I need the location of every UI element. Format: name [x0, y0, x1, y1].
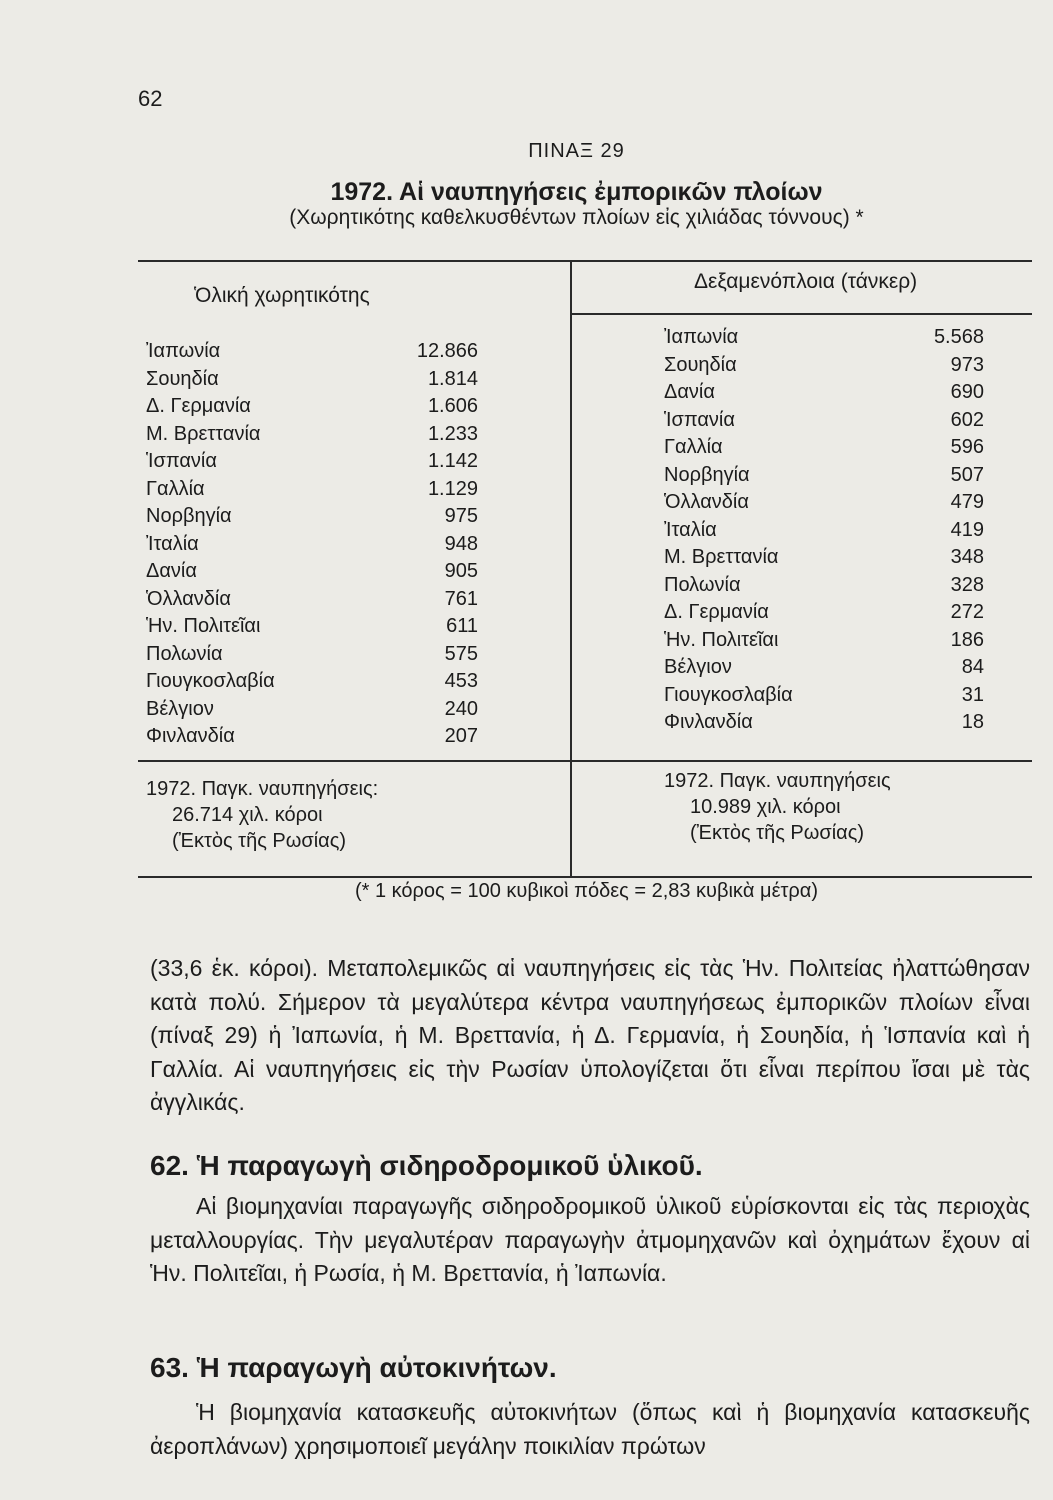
tonnage-value: 761	[444, 587, 478, 610]
tonnage-value: 575	[444, 642, 478, 665]
tonnage-value: 596	[950, 436, 984, 458]
section-62-text: Αἱ βιομηχανίαι παραγωγῆς σιδηροδρομικοῦ ὑλικοῦ εὑρίσκονται εἰς τὰς περιοχὰς μεταλλουργίας. Τὴν μεγαλυτέραν παραγωγὴν ἀτμομηχανῶν καὶ ὀχημάτων ἔχουν αἱ Ἡν. Πολιτεῖαι, ἡ Ρωσία, ἡ Μ. Βρεττανία, ἡ Ἰαπωνία.	[150, 1193, 1030, 1286]
table-row	[664, 654, 984, 682]
tonnage-value: 973	[950, 353, 984, 376]
tonnage-value: 348	[950, 546, 984, 568]
tonnage-value: 1.606	[427, 395, 478, 417]
country-name: Δ. Γερμανία	[146, 395, 251, 417]
header-bottom-rule-right	[570, 313, 1032, 315]
table-row	[146, 503, 478, 531]
country-name: Σουηδία	[664, 353, 737, 376]
table-row	[146, 476, 478, 504]
country-name: Δανία	[146, 560, 197, 582]
table-row	[146, 531, 478, 559]
country-name: Δ. Γερμανία	[664, 601, 769, 623]
country-name: Ἰταλία	[146, 532, 199, 555]
country-name: Γαλλία	[146, 477, 205, 500]
table-row	[146, 613, 478, 641]
tonnage-value: 602	[950, 408, 984, 431]
table-row	[664, 407, 984, 435]
table-subtitle: (Χωρητικότης καθελκυσθέντων πλοίων εἰς χιλιάδας τόννους) *	[289, 206, 864, 229]
tonnage-value: 611	[446, 615, 478, 637]
tonnage-value: 207	[444, 725, 478, 747]
country-name: Φινλανδία	[664, 711, 753, 733]
table-footnote: (* 1 κόρος = 100 κυβικοὶ πόδες = 2,83 κυβικὰ μέτρα)	[354, 880, 818, 902]
tonnage-value: 84	[961, 656, 984, 678]
table-row	[146, 393, 478, 421]
table-row	[664, 324, 984, 352]
table-row	[664, 627, 984, 655]
table-row	[664, 544, 984, 572]
table-row	[664, 709, 984, 737]
country-name: Μ. Βρεττανία	[664, 546, 779, 568]
table-row	[146, 586, 478, 614]
table-row	[664, 572, 984, 600]
paragraph-text: (33,6 ἑκ. κόροι). Μεταπολεμικῶς αἱ ναυπηγήσεις εἰς τὰς Ἡν. Πολιτείας ἠλαττώθησαν κατὰ πολύ. Σήμερον τὰ μεγαλύτερα κέντρα ναυπηγήσεως ἐμπορικῶν πλοίων εἶναι (πίναξ 29) ἡ Ἰαπωνία, ἡ Μ. Βρεττανία, ἡ Δ. Γερμανία, ἡ Σουηδία, ἡ Ἱσπανία καὶ ἡ Γαλλία. Αἱ ναυπηγήσεις εἰς τὴν Ρωσίαν ὑπολογίζεται ὅτι εἶναι περίπου ἴσαι μὲ τὰς ἀγγλικάς.	[150, 955, 1030, 1115]
list-bottom-rule	[138, 760, 1032, 762]
country-name: Γιουγκοσλαβία	[146, 670, 275, 692]
country-name: Γιουγκοσλαβία	[664, 683, 793, 706]
table-row	[664, 489, 984, 517]
country-name: Ἰαπωνία	[664, 326, 739, 348]
country-name: Νορβηγία	[664, 463, 750, 486]
table-row	[146, 421, 478, 449]
country-name: Πολωνία	[146, 642, 223, 665]
section-63-text: Ἡ βιομηχανία κατασκευῆς αὐτοκινήτων (ὅπως καὶ ἡ βιομηχανία κατασκευῆς ἀεροπλάνων) χρησιμοποιεῖ μεγάλην ποικιλίαν πρώτων	[150, 1399, 1030, 1459]
page-number: 62	[138, 86, 163, 111]
table-row	[146, 723, 478, 751]
tonnage-value: 905	[444, 560, 478, 582]
table-bottom-rule	[138, 876, 1032, 878]
country-name: Δανία	[664, 381, 715, 403]
tonnage-value: 479	[950, 491, 984, 513]
total-line: (Ἐκτὸς τῆς Ρωσίας)	[172, 830, 346, 852]
left-column-header: Ὁλική χωρητικότης	[194, 284, 370, 307]
tonnage-value: 18	[961, 711, 984, 733]
tonnage-value: 12.866	[416, 340, 478, 362]
country-name: Ἡν. Πολιτεῖαι	[146, 615, 261, 637]
left-total	[146, 776, 378, 854]
country-name: Ἰαπωνία	[146, 340, 221, 362]
table-row	[146, 668, 478, 696]
table-row	[146, 696, 478, 724]
tonnage-value: 507	[950, 463, 984, 486]
table-column-divider	[570, 260, 572, 876]
country-name: Σουηδία	[146, 367, 219, 390]
table-top-rule	[138, 260, 1032, 262]
left-list-total-tonnage	[146, 338, 478, 751]
country-name: Ἰταλία	[664, 518, 717, 541]
tonnage-value: 690	[950, 381, 984, 403]
country-name: Νορβηγία	[146, 505, 232, 527]
country-name: Ὁλλανδία	[664, 491, 749, 513]
tonnage-value: 948	[444, 532, 478, 555]
table-row	[146, 641, 478, 669]
table-row	[146, 366, 478, 394]
table-row	[664, 434, 984, 462]
tonnage-value: 5.568	[933, 326, 984, 348]
section-63-heading: 63. Ἡ παραγωγὴ αὐτοκινήτων.	[150, 1352, 557, 1383]
country-name: Ὁλλανδία	[146, 587, 231, 610]
total-line: 1972. Παγκ. ναυπηγήσεις:	[146, 778, 379, 800]
table-row	[146, 558, 478, 586]
tonnage-value: 240	[444, 697, 478, 720]
tonnage-value: 1.233	[427, 422, 478, 445]
tonnage-value: 1.129	[427, 477, 478, 500]
country-name: Ἱσπανία	[664, 408, 735, 431]
tonnage-value: 31	[961, 683, 984, 706]
section-62-heading: 62. Ἡ παραγωγὴ σιδηροδρομικοῦ ὑλικοῦ.	[150, 1150, 703, 1181]
total-line: 10.989 χιλ. κόροι	[690, 796, 841, 818]
country-name: Ἱσπανία	[146, 450, 217, 472]
table-row	[664, 462, 984, 490]
country-name: Μ. Βρεττανία	[146, 422, 261, 445]
tonnage-value: 328	[950, 573, 984, 596]
tonnage-value: 1.814	[427, 367, 478, 390]
country-name: Βέλγιον	[664, 656, 732, 678]
country-name: Βέλγιον	[146, 697, 214, 720]
country-name: Πολωνία	[664, 573, 741, 596]
table-row	[664, 379, 984, 407]
tonnage-value: 1.142	[427, 450, 478, 472]
table-row	[664, 517, 984, 545]
total-line: (Ἐκτὸς τῆς Ρωσίας)	[690, 822, 864, 844]
table-row	[664, 352, 984, 380]
tonnage-value: 272	[950, 601, 984, 623]
table-title: 1972. Αἱ ναυπηγήσεις ἐμπορικῶν πλοίων	[330, 178, 823, 206]
right-list-tankers	[664, 324, 984, 737]
total-line: 1972. Παγκ. ναυπηγήσεις	[664, 770, 891, 792]
country-name: Φινλανδία	[146, 725, 235, 747]
table-row	[146, 448, 478, 476]
tonnage-value: 975	[444, 505, 478, 527]
table-row	[664, 599, 984, 627]
right-column-header: Δεξαμενόπλοια (τάνκερ)	[694, 270, 918, 293]
tonnage-value: 419	[950, 518, 984, 541]
section-63-body	[150, 1396, 1030, 1463]
country-name: Γαλλία	[664, 436, 723, 458]
table-row	[664, 682, 984, 710]
total-line: 26.714 χιλ. κόροι	[172, 804, 323, 826]
right-total	[664, 768, 891, 846]
table-row	[146, 338, 478, 366]
table-label: ΠΙΝΑΞ 29	[528, 140, 625, 162]
tonnage-value: 453	[444, 670, 478, 692]
tonnage-value: 186	[950, 628, 984, 651]
paragraph-continuation	[150, 952, 1030, 1120]
section-62-body	[150, 1190, 1030, 1291]
country-name: Ἡν. Πολιτεῖαι	[664, 628, 779, 651]
